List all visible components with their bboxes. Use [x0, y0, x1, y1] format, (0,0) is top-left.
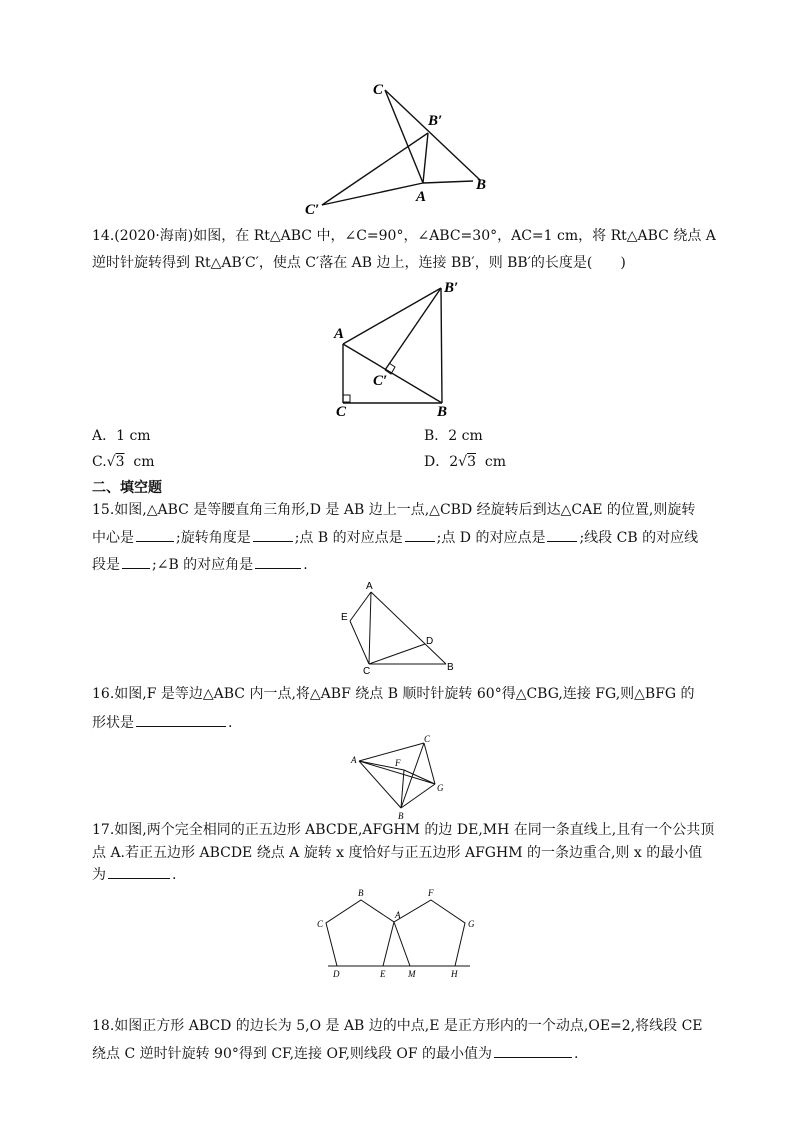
sqrt-sign: √: [458, 454, 468, 470]
label-F: F: [428, 888, 434, 898]
answer-blank: [253, 527, 293, 542]
q17-text: 为: [92, 867, 106, 883]
answer-blank: [255, 554, 301, 569]
label-G: G: [468, 919, 475, 929]
answer-blank: [108, 864, 170, 879]
label-A: A: [416, 189, 427, 205]
label-M: M: [408, 969, 416, 979]
figure-q15: [335, 578, 465, 676]
answer-blank: [547, 527, 577, 542]
figure-q17: [300, 880, 495, 980]
q18-text: 绕点 C 逆时针旋转 90°得到 CF,连接 OF,则线段 OF 的最小值为: [92, 1046, 493, 1062]
label-C: C: [363, 666, 371, 677]
label-E: E: [341, 612, 348, 623]
option-d-radicand: 3: [467, 454, 476, 470]
label-B: B: [476, 177, 487, 193]
q14-option-c: [92, 452, 155, 472]
q14-option-a: A．1 cm: [92, 428, 151, 444]
label-E: E: [380, 969, 386, 979]
figure-q14: [325, 278, 475, 420]
option-d-unit: cm: [484, 454, 507, 470]
label-B: B: [437, 404, 448, 420]
answer-blank: [136, 527, 174, 542]
label-B-prime: B′: [444, 280, 459, 296]
q17-line-1: 17.如图,两个完全相同的正五边形 ABCDE,AFGHM 的边 DE,MH 在同一条直线上,且有一个公共顶: [92, 822, 715, 838]
q15-text: ;旋转角度是: [176, 530, 251, 546]
label-C: C: [373, 82, 384, 98]
label-F: F: [395, 758, 401, 768]
option-d-prefix: D．2: [424, 454, 459, 470]
q15-text: ;点 B 的对应点是: [294, 530, 403, 546]
label-C-prime: C′: [305, 202, 320, 218]
answer-blank: [405, 527, 435, 542]
label-B: B: [358, 888, 364, 898]
answer-blank: [122, 554, 150, 569]
option-c-radicand: 3: [115, 454, 125, 470]
figure-q16: [345, 733, 450, 821]
answer-blank: [136, 712, 226, 727]
q18-text: .: [574, 1046, 579, 1062]
label-A: A: [351, 755, 357, 765]
section-heading: 二、填空题: [92, 480, 162, 496]
option-c-prefix: C.: [92, 454, 107, 470]
label-D: D: [426, 636, 434, 647]
q16-line-2: [92, 712, 712, 733]
q15-text: 中心是: [92, 530, 134, 546]
label-C: C: [424, 734, 431, 744]
q18-line-2: [92, 1043, 712, 1064]
q16-text: .: [228, 715, 233, 731]
q14-option-d: [424, 452, 506, 472]
q18-line-1: 18.如图正方形 ABCD 的边长为 5,O 是 AB 边的中点,E 是正方形内的一个动点,OE=2,将线段 CE: [92, 1018, 703, 1034]
label-A: A: [366, 581, 373, 592]
label-B: B: [398, 811, 404, 821]
q15-line-3: [92, 554, 712, 575]
answer-blank: [494, 1043, 572, 1058]
label-C-prime: C′: [373, 373, 388, 389]
q17-line-2: 点 A.若正五边形 ABCDE 绕点 A 旋转 x 度恰好与正五边形 AFGHM 的一条边重合,则 x 的最小值: [92, 845, 703, 861]
label-D: D: [333, 969, 340, 979]
q14-option-b: B．2 cm: [424, 428, 483, 444]
q14-line-2: 逆时针旋转得到 Rt△AB′C′，使点 C′落在 AB 边上，连接 BB′，则 BB′的长度是( ): [92, 255, 626, 271]
label-B-prime: B′: [428, 113, 443, 129]
label-G: G: [437, 783, 444, 793]
figure-q13: [300, 75, 500, 220]
q15-text: ;∠B 的对应角是: [152, 557, 254, 573]
sqrt-sign: √: [106, 454, 116, 470]
option-c-unit: cm: [133, 454, 155, 470]
q15-line-1: 15.如图,△ABC 是等腰直角三角形,D 是 AB 边上一点,△CBD 经旋转后到达△CAE 的位置,则旋转: [92, 502, 696, 518]
q15-text: ;点 D 的对应点是: [436, 530, 546, 546]
q17-text: .: [172, 867, 177, 883]
label-B: B: [447, 662, 454, 673]
q16-line-1: 16.如图,F 是等边△ABC 内一点,将△ABF 绕点 B 顺时针旋转 60°得△CBG,连接 FG,则△BFG 的: [92, 686, 695, 702]
q15-text: .: [303, 557, 308, 573]
q15-text: ;线段 CB 的对应线: [579, 530, 699, 546]
label-A: A: [334, 326, 345, 342]
q15-text: 段是: [92, 557, 120, 573]
q16-text: 形状是: [92, 715, 134, 731]
label-C: C: [336, 404, 347, 420]
label-A: A: [395, 910, 401, 920]
label-C: C: [317, 919, 324, 929]
label-H: H: [451, 969, 458, 979]
q14-line-1: 14.(2020·海南)如图，在 Rt△ABC 中，∠C=90°，∠ABC=30°，AC=1 cm，将 Rt△ABC 绕点 A: [92, 228, 716, 244]
q15-line-2: [92, 527, 712, 548]
